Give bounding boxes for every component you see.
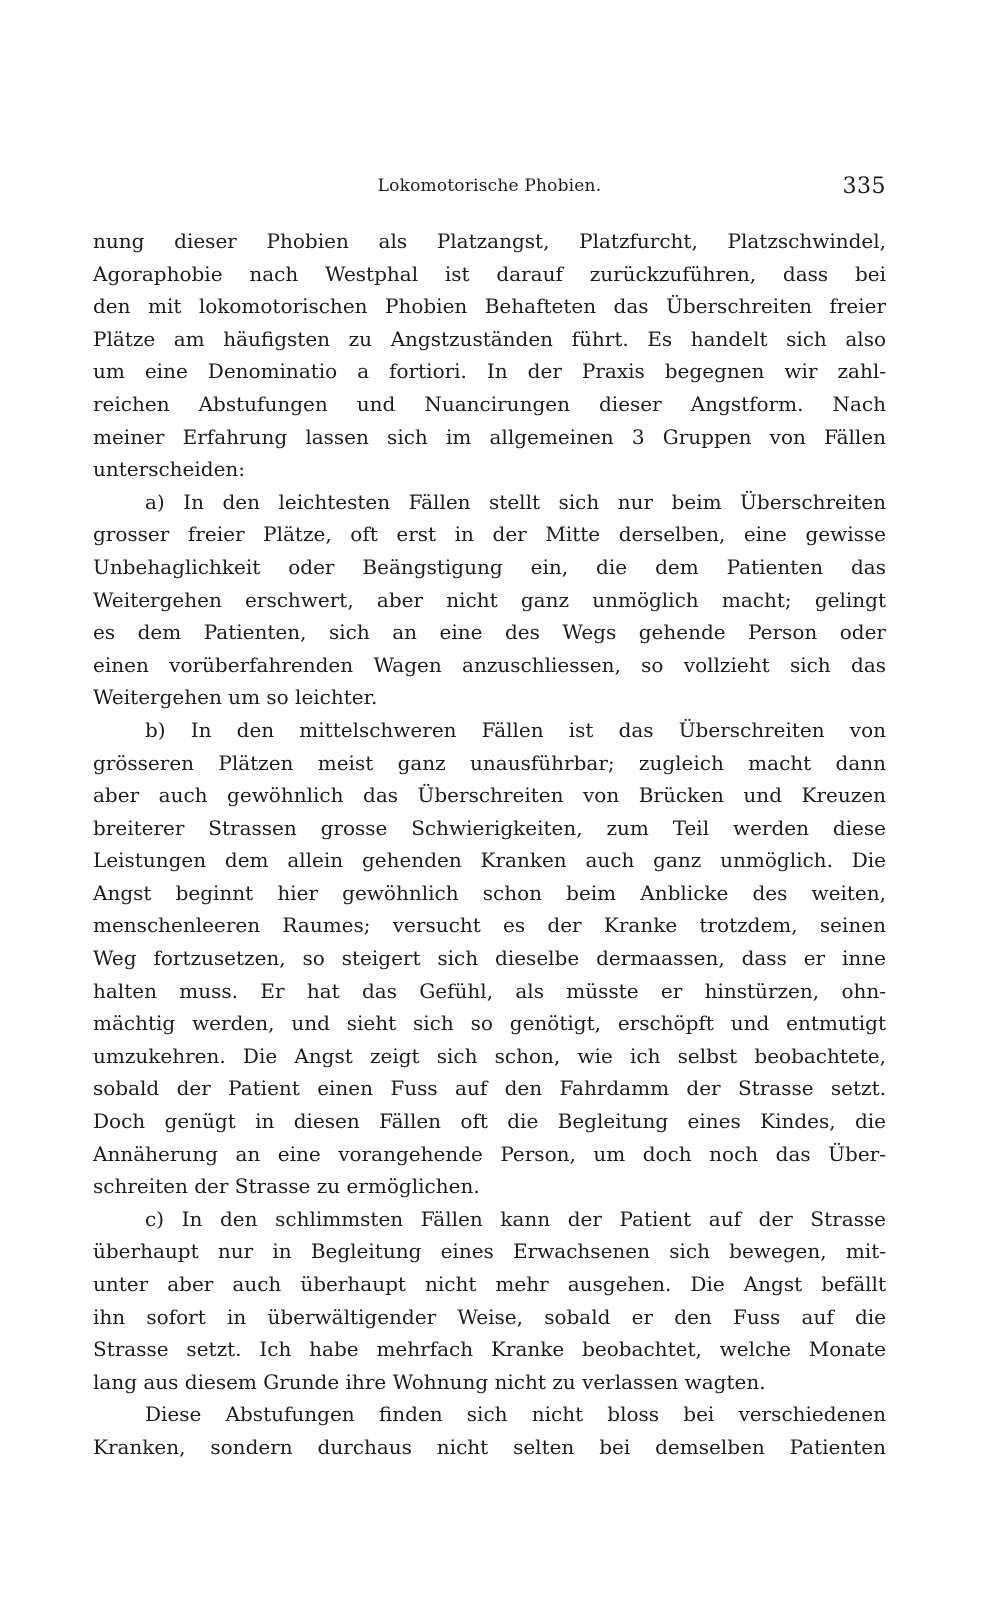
text-line: Kranken, sondern durchaus nicht selten bei demselben Patienten bbox=[93, 1434, 886, 1459]
running-title: Lokomotorische Phobien. bbox=[377, 176, 602, 196]
text-line: reichen Abstufungen und Nuancirungen dieser Angstform. Nach bbox=[93, 391, 886, 416]
text-line: Leistungen dem allein gehenden Kranken auch ganz unmöglich. Die bbox=[93, 848, 886, 873]
text-line: Doch genügt in diesen Fällen oft die Begleitung eines Kindes, die bbox=[93, 1109, 886, 1134]
text-line: Weitergehen erschwert, aber nicht ganz unmöglich macht; gelingt bbox=[93, 587, 886, 612]
text-line: meiner Erfahrung lassen sich im allgemeinen 3 Gruppen von Fällen bbox=[93, 424, 886, 449]
text-line: schreiten der Strasse zu ermöglichen. bbox=[93, 1174, 480, 1199]
text-line: halten muss. Er hat das Gefühl, als müsste er hinstürzen, ohn- bbox=[93, 978, 886, 1003]
text-line: überhaupt nur in Begleitung eines Erwachsenen sich bewegen, mit- bbox=[93, 1239, 886, 1264]
text-line: nung dieser Phobien als Platzangst, Platzfurcht, Platzschwindel, bbox=[93, 229, 886, 253]
text-line: ihn sofort in überwältigender Weise, sobald er den Fuss auf die bbox=[93, 1304, 886, 1329]
text-line: um eine Denominatio a fortiori. In der Praxis begegnen wir zahl- bbox=[93, 359, 886, 384]
text-line: menschenleeren Raumes; versucht es der Kranke trotzdem, seinen bbox=[93, 913, 886, 938]
text-line: sobald der Patient einen Fuss auf den Fahrdamm der Strasse setzt. bbox=[93, 1076, 886, 1101]
text-line: Plätze am häufigsten zu Angstzuständen führt. Es handelt sich also bbox=[93, 326, 886, 351]
text-line: aber auch gewöhnlich das Überschreiten von Brücken und Kreuzen bbox=[93, 783, 886, 808]
text-line: unter aber auch überhaupt nicht mehr ausgehen. Die Angst befällt bbox=[93, 1272, 886, 1296]
text-line: grösseren Plätzen meist ganz unausführbar; zugleich macht dann bbox=[93, 750, 886, 775]
text-line: den mit lokomotorischen Phobien Behafteten das Überschreiten freier bbox=[93, 294, 886, 319]
text-line: lang aus diesem Grunde ihre Wohnung nicht zu verlassen wagten. bbox=[93, 1369, 766, 1394]
text-line: Angst beginnt hier gewöhnlich schon beim Anblicke des weiten, bbox=[93, 880, 886, 905]
page-number: 335 bbox=[842, 174, 886, 199]
text-line: Strasse setzt. Ich habe mehrfach Kranke beobachtet, welche Monate bbox=[93, 1337, 886, 1362]
text-line: Agoraphobie nach Westphal ist darauf zurückzuführen, dass bei bbox=[93, 261, 886, 286]
text-line: Weitergehen um so leichter. bbox=[93, 685, 378, 710]
text-line: Weg fortzusetzen, so steigert sich dieselbe dermaassen, dass er inne bbox=[93, 946, 886, 971]
text-line: unterscheiden: bbox=[93, 457, 246, 482]
text-line: Diese Abstufungen finden sich nicht bloss bei verschiedenen bbox=[145, 1402, 886, 1427]
text-line: breiterer Strassen grosse Schwierigkeiten, zum Teil werden diese bbox=[93, 815, 886, 840]
text-line: Unbehaglichkeit oder Beängstigung ein, die dem Patienten das bbox=[93, 554, 886, 579]
text-line: einen vorüberfahrenden Wagen anzuschliessen, so vollzieht sich das bbox=[93, 652, 886, 677]
running-head bbox=[93, 176, 886, 206]
text-line: b) In den mittelschweren Fällen ist das Überschreiten von bbox=[145, 717, 886, 742]
text-line: grosser freier Plätze, oft erst in der Mitte derselben, eine gewisse bbox=[93, 522, 886, 547]
body-text bbox=[93, 225, 886, 1464]
text-line: c) In den schlimmsten Fällen kann der Patient auf der Strasse bbox=[145, 1206, 886, 1231]
text-line: Annäherung an eine vorangehende Person, um doch noch das Über- bbox=[93, 1141, 886, 1166]
text-line: mächtig werden, und sieht sich so genötigt, erschöpft und entmutigt bbox=[93, 1011, 886, 1036]
text-line: es dem Patienten, sich an eine des Wegs gehende Person oder bbox=[93, 620, 886, 645]
text-line: umzukehren. Die Angst zeigt sich schon, wie ich selbst beobachtete, bbox=[93, 1043, 886, 1068]
text-line: a) In den leichtesten Fällen stellt sich nur beim Überschreiten bbox=[145, 489, 886, 514]
